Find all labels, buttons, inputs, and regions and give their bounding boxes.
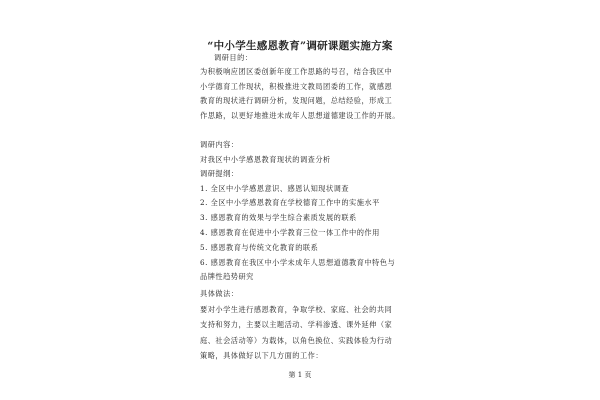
outline-heading: 调研提纲：	[200, 169, 239, 178]
outline-item: 5. 感恩教育与传统文化教育的联系	[200, 243, 319, 252]
content-line: 对我区中小学感恩教育现状的调查分析	[200, 155, 331, 164]
page-number: 第 1 页	[288, 371, 312, 379]
outline-item: 3. 感恩教育的效果与学生综合素质发展的联系	[200, 213, 357, 222]
outline-item: 6. 感恩教育在我区中小学未成年人思想道德教育中特色与	[200, 258, 396, 267]
outline-item: 4. 感恩教育在促进中小学教育三位一体工作中的作用	[200, 228, 380, 237]
purpose-line: 教育的现状进行调研分析，发现问题，总结经验，形成工	[200, 96, 393, 105]
purpose-line: 小学德育工作现状，积极推进文教局团委的工作，就感恩	[200, 82, 393, 91]
method-line: 庭、社会活动等）为载体，以角色换位、实践体验为行动	[200, 336, 393, 345]
purpose-line: 作思路，以更好地推进未成年人思想道德建设工作的开展。	[200, 111, 400, 120]
purpose-line: 为积极响应团区委创新年度工作思路的号召，结合我区中	[200, 67, 393, 76]
document-title: “中小学生感恩教育”调研课题实施方案	[207, 40, 393, 52]
content-heading: 调研内容：	[200, 140, 239, 149]
method-line: 支持和努力，主要以主题活动、学科渗透、课外延伸（家	[200, 320, 393, 329]
outline-item: 2. 全区中小学感恩教育在学校德育工作中的实施水平	[200, 198, 380, 207]
outline-item: 品牌性趋势研究	[200, 272, 254, 281]
outline-item: 1. 全区中小学感恩意识、感恩认知现状调查	[200, 184, 350, 193]
purpose-heading: 调研目的：	[214, 53, 253, 62]
method-line: 要对小学生进行感恩教育，争取学校、家庭、社会的共同	[200, 305, 393, 314]
method-heading: 具体做法：	[200, 289, 239, 298]
method-line: 策略，具体做好以下几方面的工作：	[200, 351, 324, 360]
